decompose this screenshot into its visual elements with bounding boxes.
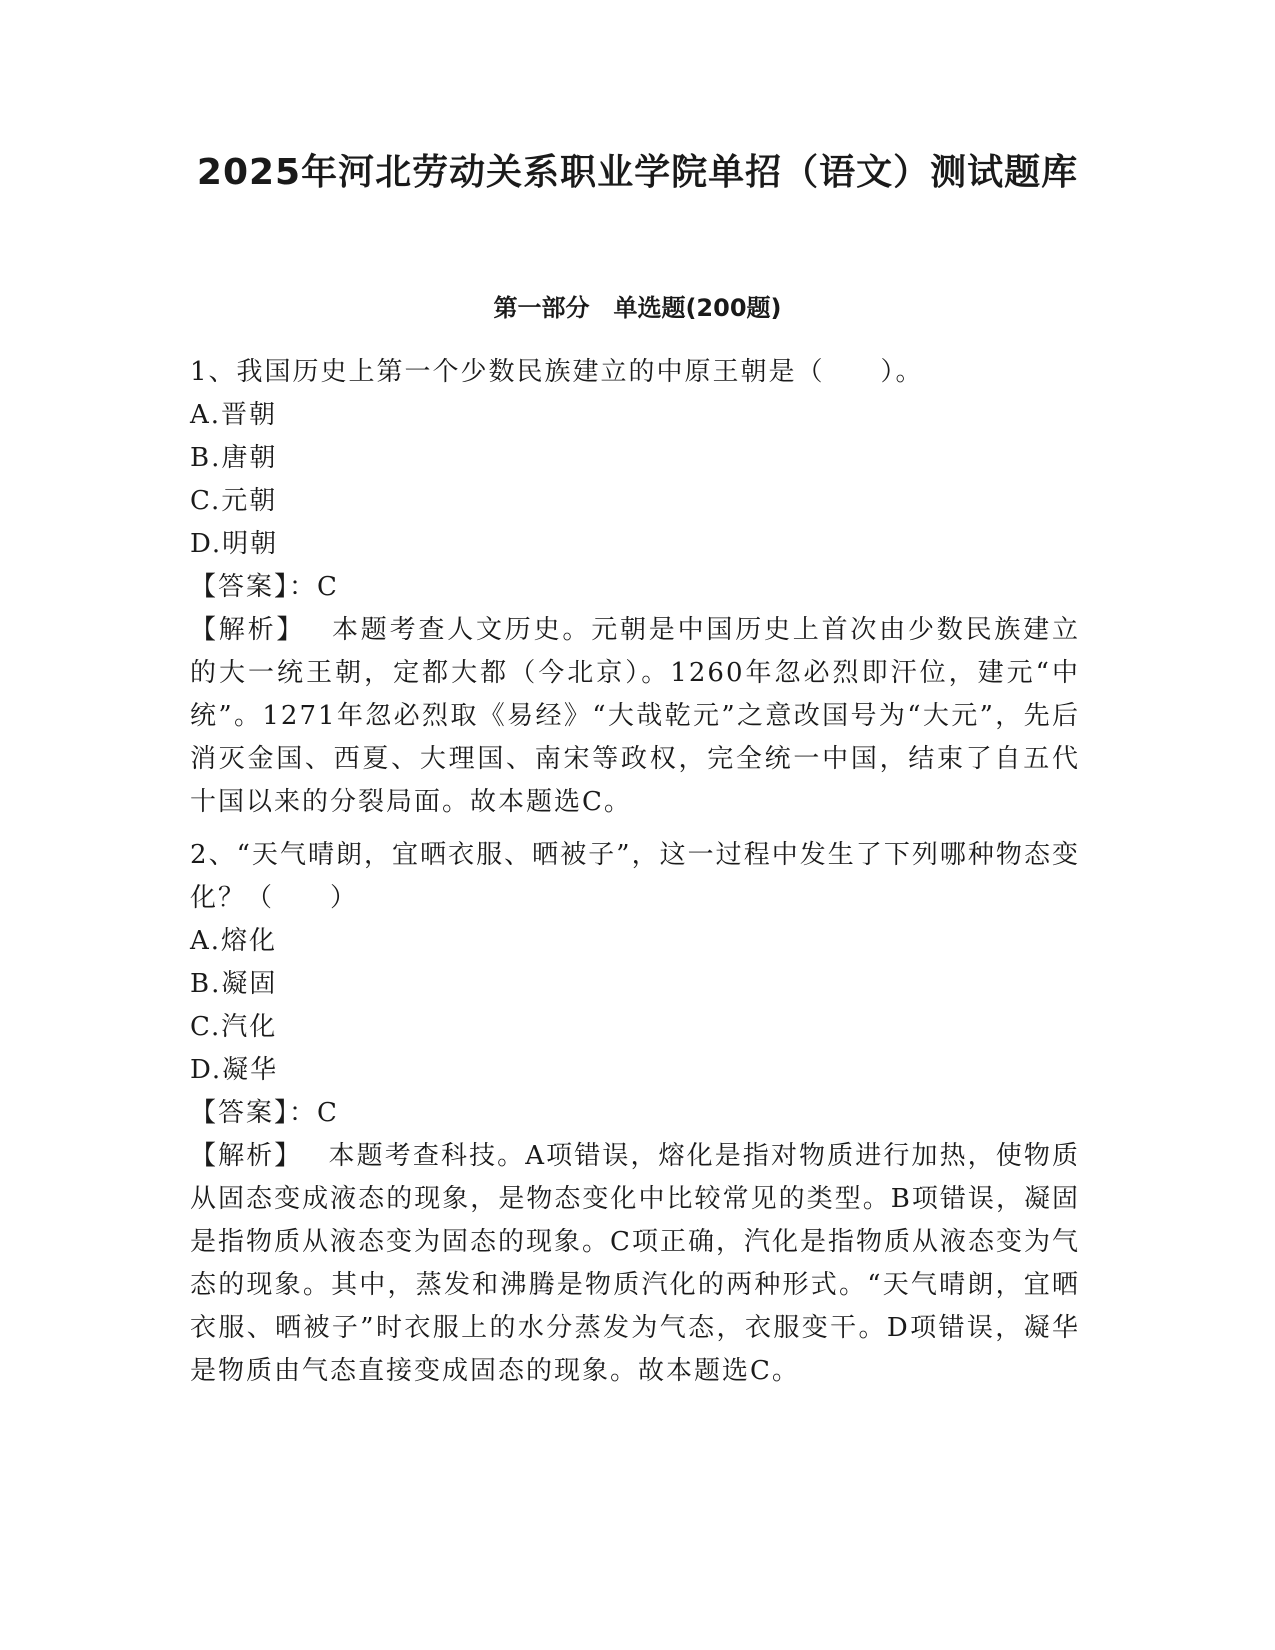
answer-label: 【答案】： <box>190 1098 318 1128</box>
question-stem: 2、“天气晴朗，宜晒衣服、晒被子”，这一过程中发生了下列哪种物态变化？（ ） <box>190 840 1080 913</box>
answer-line <box>190 566 1080 609</box>
question-stem: 1、我国历史上第一个少数民族建立的中原王朝是（ ）。 <box>190 357 924 387</box>
document-title: 2025年河北劳动关系职业学院单招（语文）测试题库 <box>196 152 1079 193</box>
answer-value: C <box>317 1098 339 1128</box>
option-c: C.汽化 <box>190 1012 278 1042</box>
section-title: 第一部分 单选题(200题) <box>493 294 782 322</box>
option-a: A.熔化 <box>190 926 278 956</box>
analysis-label: 【解析】 <box>190 615 306 645</box>
option-d: D.凝华 <box>190 1055 279 1085</box>
option-a: A.晋朝 <box>190 400 278 430</box>
answer-line <box>190 1092 1080 1135</box>
analysis-text: 本题考查人文历史。元朝是中国历史上首次由少数民族建立的大一统王朝，定都大都（今北京）。1260年忽必烈即汗位，建元“中统”。1271年忽必烈取《易经》“大哉乾元”之意改国号为“大元”，先后消灭金国、西夏、大理国、南宋等政权，完全统一中国，结束了自五代十国以来的分裂局面。故本题选C。 <box>190 615 1080 817</box>
question-2 <box>190 834 1080 1393</box>
analysis-paragraph <box>190 609 1080 824</box>
question-list <box>190 351 1080 1403</box>
answer-label: 【答案】： <box>190 572 318 602</box>
option-c: C.元朝 <box>190 486 278 516</box>
analysis-paragraph <box>190 1135 1080 1393</box>
option-b: B.凝固 <box>190 969 278 999</box>
answer-value: C <box>317 572 339 602</box>
analysis-label: 【解析】 <box>190 1141 303 1171</box>
question-1 <box>190 351 1080 824</box>
option-b: B.唐朝 <box>190 443 278 473</box>
option-d: D.明朝 <box>190 529 279 559</box>
analysis-text: 本题考查科技。A项错误，熔化是指对物质进行加热，使物质从固态变成液态的现象，是物态变化中比较常见的类型。B项错误，凝固是指物质从液态变为固态的现象。C项正确，汽化是指物质从液态变为气态的现象。其中，蒸发和沸腾是物质汽化的两种形式。“天气晴朗，宜晒衣服、晒被子”时衣服上的水分蒸发为气态，衣服变干。D项错误，凝华是物质由气态直接变成固态的现象。故本题选C。 <box>190 1141 1080 1386</box>
